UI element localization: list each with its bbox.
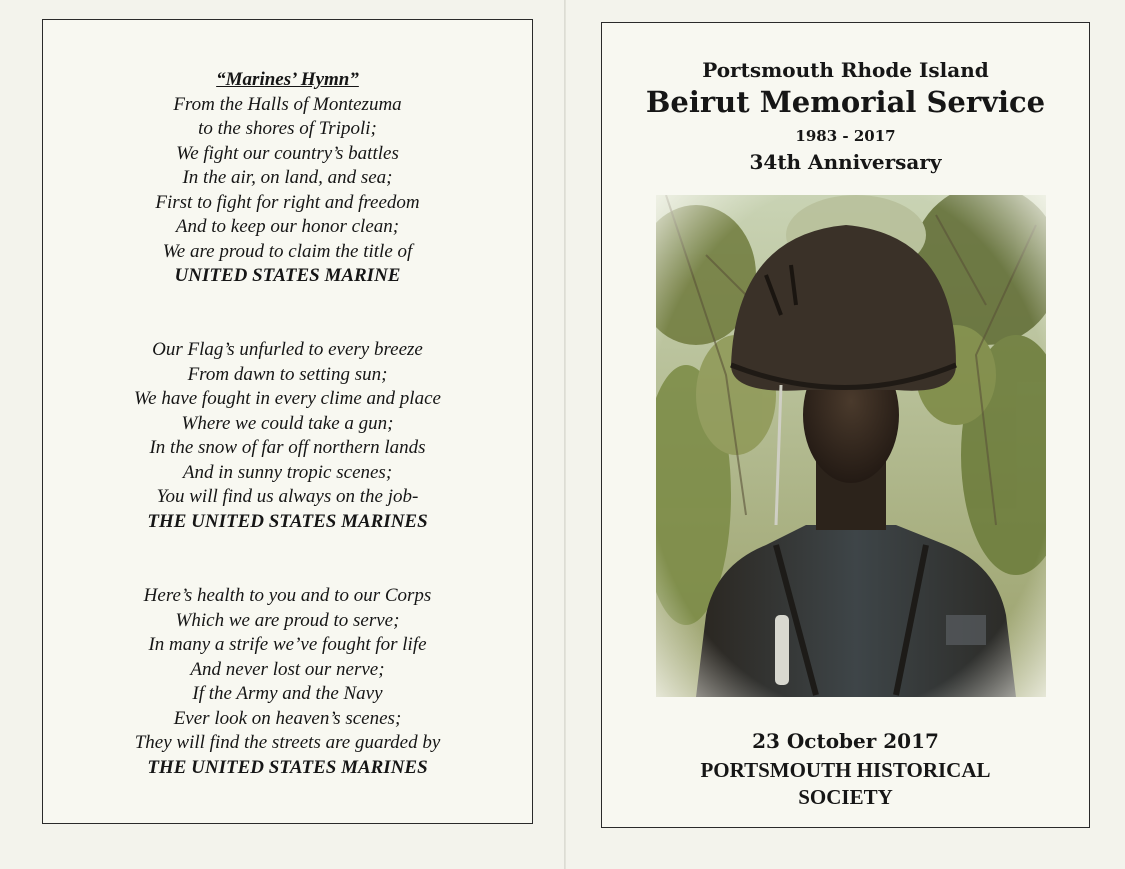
cover-page (601, 22, 1090, 828)
hymn-line: And to keep our honor clean; (175, 216, 400, 237)
hymn-verse-closing: THE UNITED STATES MARINES (147, 510, 428, 532)
cover-date: 23 October 2017 (752, 729, 939, 753)
marine-statue-photo (656, 195, 1046, 697)
hymn-line: to the shores of Tripoli; (198, 118, 377, 139)
hymn-title: “Marines’ Hymn” (216, 69, 359, 90)
hymn-line: In the air, on land, and sea; (182, 167, 393, 188)
cover-title: Beirut Memorial Service (645, 85, 1046, 119)
hymn-line: They will find the streets are guarded by (134, 732, 441, 753)
hymn-line: We fight our country’s battles (176, 142, 399, 164)
hymn-line: We have fought in every clime and place (134, 388, 441, 409)
cover-subtitle: Portsmouth Rhode Island (702, 58, 989, 82)
hymn-verse-2 (43, 338, 532, 534)
hymn-line: Ever look on heaven’s scenes; (173, 707, 402, 729)
hymn-line: And in sunny tropic scenes; (182, 461, 393, 483)
cover-organization (602, 757, 1089, 811)
hymn-line: We are proud to claim the title of (162, 240, 413, 262)
hymn-verse-3 (43, 584, 532, 780)
page-fold (564, 0, 566, 869)
hymn-verse-1 (43, 68, 532, 289)
hymn-page (42, 19, 533, 824)
hymn-line: Which we are proud to serve; (175, 609, 400, 631)
photo-vignette (656, 195, 1046, 697)
hymn-line: From the Halls of Montezuma (173, 93, 402, 115)
hymn-line: From dawn to setting sun; (187, 363, 388, 385)
cover-anniversary: 34th Anniversary (749, 150, 942, 174)
hymn-verse-closing: THE UNITED STATES MARINES (147, 756, 428, 778)
hymn-line: In many a strife we’ve fought for life (148, 634, 427, 655)
hymn-line: You will find us always on the job- (156, 486, 419, 507)
hymn-line: Where we could take a gun; (181, 412, 394, 434)
organization-line-1: PORTSMOUTH HISTORICAL (700, 758, 991, 782)
hymn-verse-closing: UNITED STATES MARINE (174, 265, 401, 286)
hymn-line: Here’s health to you and to our Corps (143, 585, 432, 606)
organization-line-2: SOCIETY (798, 785, 893, 809)
hymn-line: If the Army and the Navy (192, 683, 383, 704)
hymn-line: In the snow of far off northern lands (149, 437, 426, 458)
hymn-line: And never lost our nerve; (190, 658, 385, 680)
hymn-line: Our Flag’s unfurled to every breeze (152, 339, 423, 360)
cover-years: 1983 - 2017 (795, 127, 896, 145)
hymn-line: First to fight for right and freedom (155, 191, 420, 213)
